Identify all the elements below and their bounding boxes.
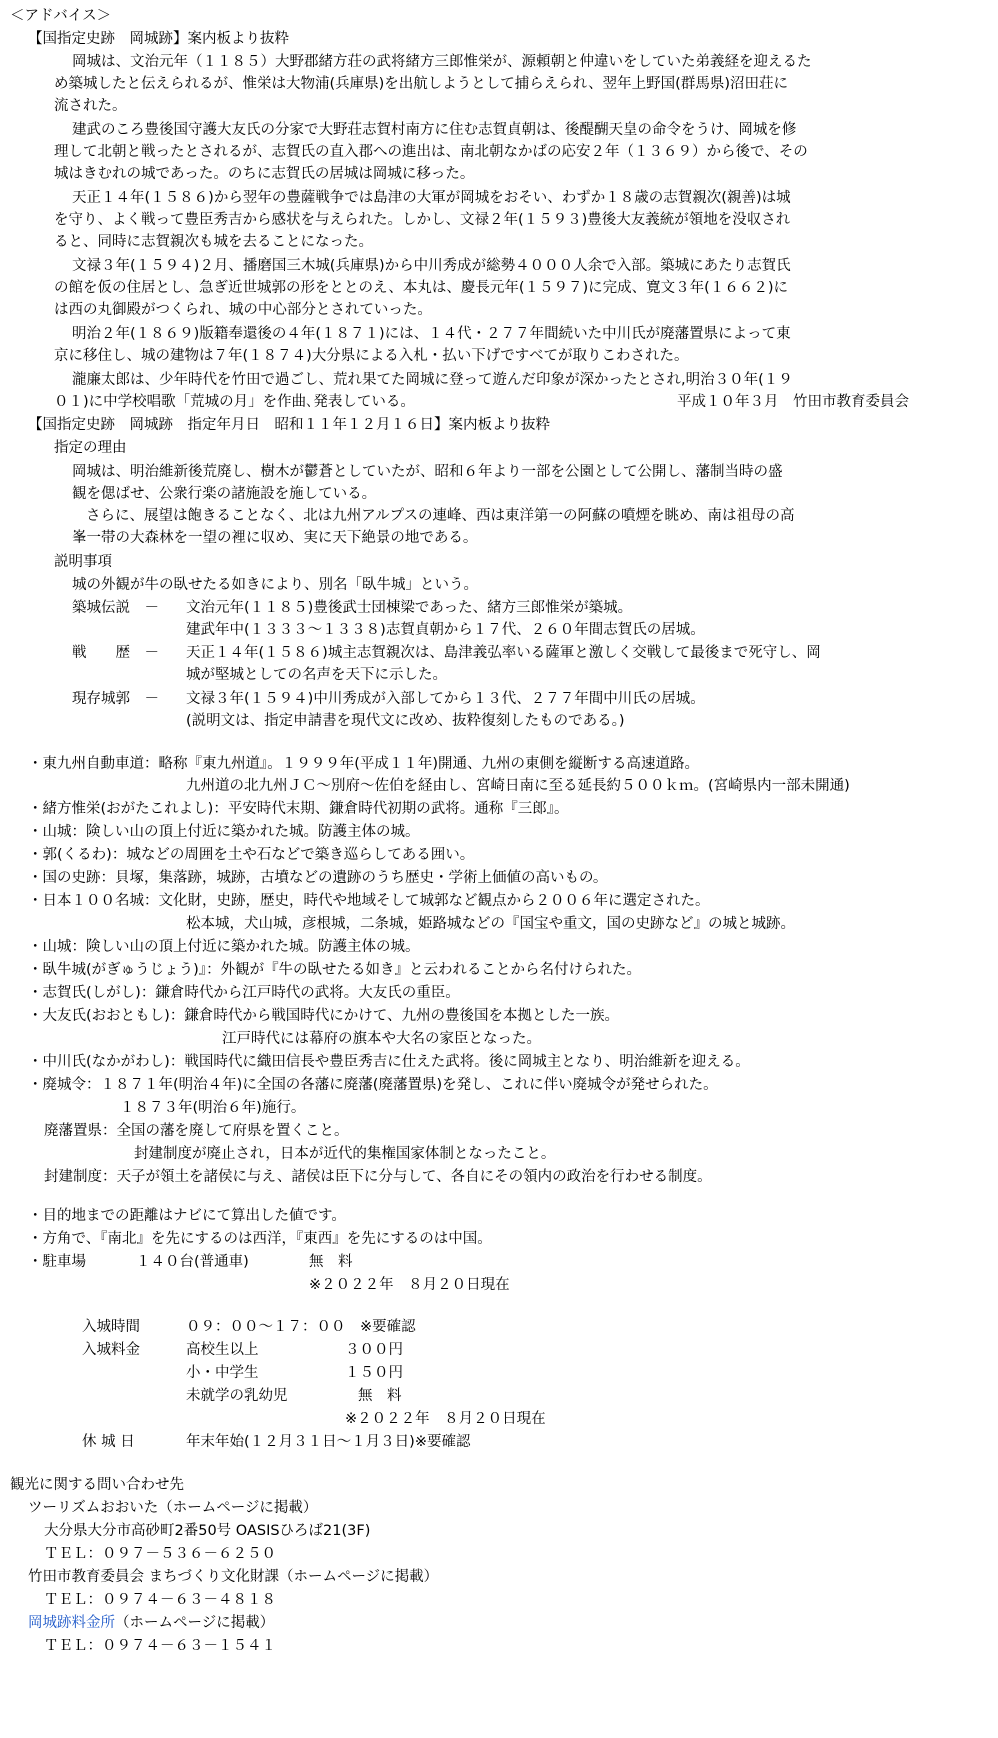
parking-fee: 無 料 [309, 1254, 353, 1270]
sign1-para5-line2: 京に移住し、城の建物は７年(１８７４)大分県による入札・払い下げですべてが取りこわされた。 [54, 348, 689, 364]
sign1-para1-line2: め築城したと伝えられるが、惟栄は大物浦(兵庫県)を出航しようとして捕らえられ、翌年上野国(群馬県)沼田荘に [54, 76, 788, 92]
fee-who: 小・中学生 [186, 1365, 259, 1381]
contact-tel1: ＴＥＬ：０９７－５３６－６２５０ [44, 1546, 276, 1562]
fee-price: １５０円 [345, 1365, 403, 1381]
reason-line2: 観を偲ばせ、公衆行楽の諸施設を施している。 [72, 486, 377, 502]
glossary-item-cont: 江戸時代には幕府の旗本や大名の家臣となった。 [222, 1031, 541, 1047]
reason-line1: 岡城は、明治維新後荒廃し、樹木が鬱蒼としていたが、昭和６年より一部を公園として公開し、藩制当時の盛 [72, 464, 783, 480]
glossary-item-cont: 九州道の北九州ＪＣ～別府～佐伯を経由し、宮崎日南に至る延長約５００ｋｍ。(宮崎県内一部未開通) [186, 778, 850, 794]
fee-price: ３００円 [345, 1342, 403, 1358]
fee-who: 未就学の乳幼児 [186, 1388, 288, 1404]
parking-date: ※２０２２年 ８月２０日現在 [309, 1277, 510, 1293]
glossary-item: ・志賀氏(しがし)：鎌倉時代から江戸時代の武将。大友氏の重臣。 [28, 985, 460, 1001]
sign1-para3-line3: ると、同時に志賀親次も城を去ることになった。 [54, 234, 373, 250]
sign1-date: 平成１０年３月 竹田市教育委員会 [677, 394, 909, 410]
glossary-item: ・大友氏(おおともし)：鎌倉時代から戦国時代にかけて、九州の豊後国を本拠とした一族。 [28, 1008, 620, 1024]
glossary-item-cont: 松本城，犬山城，彦根城，二条城，姫路城などの『国宝や重文，国の史跡など』の城と城跡。 [186, 916, 795, 932]
glossary-item: ・臥牛城(がぎゅうじょう)』：外観が『牛の臥せたる如き』と云われることから名付けられた。 [28, 962, 642, 978]
reason-label: 指定の理由 [54, 440, 127, 456]
glossary-item: ・国の史跡：貝塚，集落跡，城跡，古墳などの遺跡のうち歴史・学術上価値の高いもの。 [28, 870, 608, 886]
glossary-item: ・廃城令：１８７１年(明治４年)に全国の各藩に廃藩(廃藩置県)を発し、これに伴い廃城令が発せられた。 [28, 1077, 718, 1093]
fee-date: ※２０２２年 ８月２０日現在 [345, 1411, 546, 1427]
current-line2: (説明文は、指定申請書を現代文に改め、抜粋復刻したものである。) [186, 713, 625, 729]
explain-line1: 城の外観が牛の臥せたる如きにより、別名「臥牛城」という。 [72, 577, 478, 593]
contact-org2: 竹田市教育委員会 まちづくり文化財課（ホームページに掲載） [28, 1569, 439, 1585]
contact-tel2: ＴＥＬ：０９７４－６３－４８１８ [44, 1592, 276, 1608]
sign1-para6-line2: ０１)に中学校唱歌「荒城の月」を作曲､発表している。 [54, 394, 415, 410]
glossary-item: ・山城：険しい山の頂上付近に築かれた城。防護主体の城。 [28, 824, 420, 840]
hours-value: ０９：００～１７：００ ※要確認 [186, 1319, 416, 1335]
legend-line1: 文治元年(１１８５)豊後武士団棟梁であった、緒方三郎惟栄が築城。 [186, 600, 633, 616]
toll-office-link[interactable]: 岡城跡料金所 [28, 1615, 115, 1631]
glossary-item: ・中川氏(なかがわし)：戦国時代に織田信長や豊臣秀吉に仕えた武将。後に岡城主となり、明治維新を迎える。 [28, 1054, 750, 1070]
glossary-item: ・緒方惟栄(おがたこれよし)：平安時代末期、鎌倉時代初期の武将。通称『三郎』。 [28, 801, 569, 817]
closed-value: 年末年始(１２月３１日～１月３日)※要確認 [186, 1434, 471, 1450]
contact-org3 [28, 1613, 274, 1633]
sign1-para6-line1: 瀧廉太郎は、少年時代を竹田で過ごし、荒れ果てた岡城に登って遊んだ印象が深かったとされ,明治３０年(１９ [72, 372, 793, 388]
sign1-para3-line1: 天正１４年(１５８６)から翌年の豊薩戦争では島津の大軍が岡城をおそい、わずか１８歳の志賀親次(親善)は城 [72, 190, 791, 206]
sign1-para1-line1: 岡城は、文治元年（１１８５）大野郡緒方荘の武将緒方三郎惟栄が、源頼朝と仲違いをしていた弟義経を迎えるた [72, 54, 812, 70]
advice-heading: ＜アドバイス＞ [10, 8, 112, 24]
fee-who: 高校生以上 [186, 1342, 259, 1358]
parking-label: ・駐車場 [28, 1254, 86, 1270]
sign1-para4-line2: の館を仮の住居とし、急ぎ近世城郭の形をととのえ、本丸は、慶長元年(１５９７)に完成、寛文３年(１６６２)に [54, 280, 788, 296]
fee-label: 入城料金 [82, 1342, 140, 1358]
hours-label: 入城時間 [82, 1319, 140, 1335]
explain-label: 説明事項 [54, 554, 112, 570]
contact-org1: ツーリズムおおいた（ホームページに掲載） [28, 1500, 318, 1516]
glossary-item-cont: 封建制度が廃止され，日本が近代的集権国家体制となったこと。 [134, 1146, 556, 1162]
legend-label: 築城伝説 － [72, 600, 159, 616]
contact-org3-note: （ホームページに掲載） [115, 1615, 275, 1631]
sign2-title: 【国指定史跡 岡城跡 指定年月日 昭和１１年１２月１６日】案内板より抜粋 [28, 417, 550, 433]
sign1-para5-line1: 明治２年(１８６９)版籍奉還後の４年(１８７１)には、１４代・２７７年間続いた中川氏が廃藩置県によって東 [72, 326, 791, 342]
glossary-item: ・日本１００名城：文化財，史跡，歴史，時代や地域そして城郭など観点から２００６年に選定された。 [28, 893, 710, 909]
glossary-item: 封建制度：天子が領土を諸侯に与え、諸侯は臣下に分与して、各自にその領内の政治を行わせる制度。 [44, 1169, 712, 1185]
history-label: 戦 歴 － [72, 645, 159, 661]
sign1-para2-line3: 城はきむれの城であった。のちに志賀氏の居城は岡城に移った。 [54, 166, 475, 182]
note-item: ・方角で、『南北』を先にするのは西洋，『東西』を先にするのは中国。 [28, 1231, 492, 1247]
reason-line4: 峯一帯の大森林を一望の裡に収め、実に天下絶景の地である。 [72, 530, 478, 546]
sign1-para1-line3: 流された。 [54, 98, 127, 114]
sign1-para3-line2: を守り、よく戦って豊臣秀吉から感状を与えられた。しかし、文禄２年(１５９３)豊後大友義統が領地を没収され [54, 212, 791, 228]
sign1-para4-line1: 文禄３年(１５９４)２月、播磨国三木城(兵庫県)から中川秀成が総勢４０００人余で入部。築城にあたり志賀氏 [72, 258, 791, 274]
glossary-item: ・郭(くるわ)：城などの周囲を土や石などで築き巡らしてある囲い。 [28, 847, 475, 863]
current-line1: 文禄３年(１５９４)中川秀成が入部してから１３代、２７７年間中川氏の居城。 [186, 691, 705, 707]
sign1-para4-line3: は西の丸御殿がつくられ、城の中心部分とされていった。 [54, 302, 432, 318]
contact-address1: 大分県大分市高砂町2番50号 OASISひろば21(3F) [44, 1523, 371, 1539]
history-line2: 城が堅城としての名声を天下に示した。 [186, 667, 447, 683]
sign1-para2-line1: 建武のころ豊後国守護大友氏の分家で大野荘志賀村南方に住む志賀貞朝は、後醍醐天皇の命令をうけ、岡城を修 [72, 122, 797, 138]
glossary-item: ・山城：険しい山の頂上付近に築かれた城。防護主体の城。 [28, 939, 420, 955]
sign1-para2-line2: 理して北朝と戦ったとされるが、志賀氏の直入郡への進出は、南北朝なかばの応安２年（１３６９）から後で、その [54, 144, 808, 160]
closed-label: 休 城 日 [82, 1434, 135, 1450]
current-label: 現存城郭 － [72, 691, 159, 707]
glossary-item: ・東九州自動車道：略称『東九州道』。１９９９年(平成１１年)開通、九州の東側を縦断する高速道路。 [28, 756, 700, 772]
reason-line3: さらに、展望は飽きることなく、北は九州アルプスの連峰、西は東洋第一の阿蘇の噴煙を眺め、南は祖母の高 [86, 508, 795, 524]
glossary-item-cont: １８７３年(明治６年)施行。 [120, 1100, 306, 1116]
legend-line2: 建武年中(１３３３～１３３８)志賀貞朝から１７代、２６０年間志賀氏の居城。 [186, 622, 705, 638]
parking-count: １４０台(普通車) [136, 1254, 249, 1270]
note-item: ・目的地までの距離はナビにて算出した値です。 [28, 1208, 346, 1224]
contact-heading: 観光に関する問い合わせ先 [10, 1477, 184, 1493]
glossary-item: 廃藩置県：全国の藩を廃して府県を置くこと。 [44, 1123, 349, 1139]
sign1-title: 【国指定史跡 岡城跡】案内板より抜粋 [28, 31, 289, 47]
history-line1: 天正１４年(１５８６)城主志賀親次は、島津義弘率いる薩軍と激しく交戦して最後まで死守し、岡 [186, 645, 821, 661]
contact-tel3: ＴＥＬ：０９７４－６３－１５４１ [44, 1638, 276, 1654]
fee-price: 無 料 [358, 1388, 402, 1404]
